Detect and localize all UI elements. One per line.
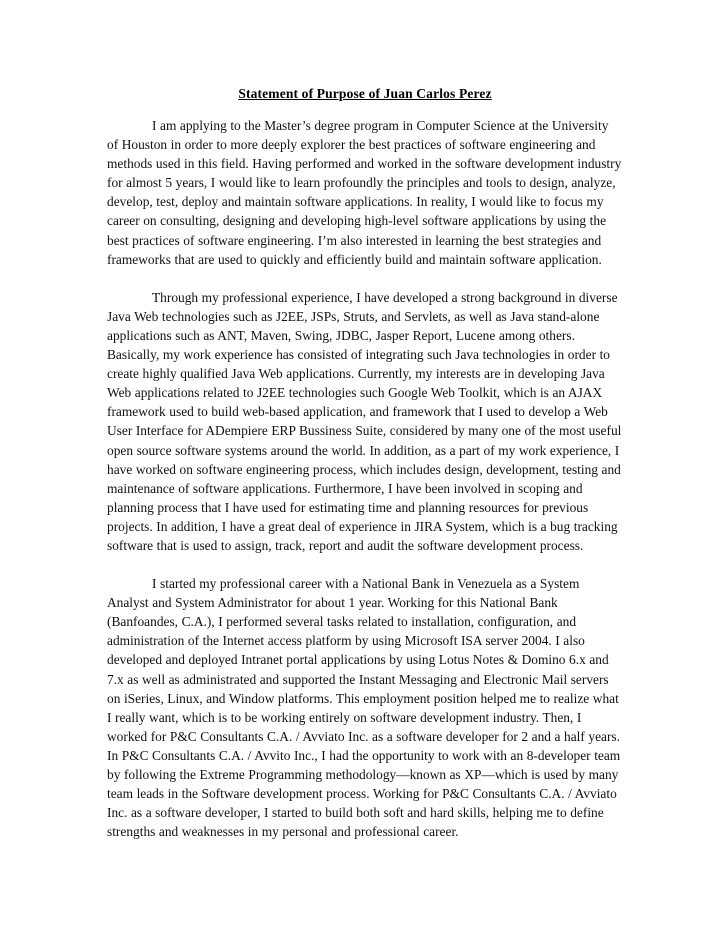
document-body (107, 84, 623, 841)
page-title: Statement of Purpose of Juan Carlos Perez (238, 86, 492, 101)
paragraph-professional-experience: Through my professional experience, I have developed a strong background in diverse Java Web technologies such as J2EE, JSPs, Struts, and Servlets, as well as Java stand-alone applications such as ANT, Maven, Swing, JDBC, Jasper Report, Lucene among others. Basically, my work experience has consisted of integrating such Java technologies in order to create highly qualified Java Web applications. Currently, my interests are in developing Java Web applications related to J2EE technologies such Google Web Toolkit, which is an AJAX framework used to build web-based application, and framework that I used to develop a Web User Interface for ADempiere ERP Bussiness Suite, considered by many one of the most useful open source software systems around the world. In addition, as a part of my work experience, I have worked on software engineering process, which includes design, development, testing and maintenance of software applications. Furthermore, I have been involved in scoping and planning process that I have used for estimating time and planning resources for previous projects. In addition, I have a great deal of experience in JIRA System, which is a bug tracking software that is used to assign, track, report and audit the software development process. (107, 289, 622, 553)
paragraph-intro: I am applying to the Master’s degree program in Computer Science at the University of Houston in order to more deeply explorer the best practices of software engineering and methods used in this field. Having performed and worked in the software development industry for almost 5 years, I would like to learn profoundly the principles and tools to design, analyze, develop, test, deploy and maintain software applications. In reality, I would like to focus my career on consulting, designing and developing high-level software applications by using the best practices of software engineering. I’m also interested in learning the best strategies and frameworks that are used to quickly and efficiently build and maintain software application. (107, 118, 622, 267)
paragraph-career-history: I started my professional career with a National Bank in Venezuela as a System Analyst and System Administrator for about 1 year. Working for this National Bank (Banfoandes, C.A.), I performed several tasks related to installation, configuration, and administration of the Internet access platform by using Microsoft ISA server 2004. I also developed and deployed Intranet portal applications by using Lotus Notes & Domino 6.x and 7.x as well as administrated and supported the Instant Messaging and Electronic Mail servers on iSeries, Linux, and Window platforms. This employment position helped me to realize what I really want, which is to be working entirely on software development industry. Then, I worked for P&C Consultants C.A. / Avviato Inc. as a software developer for 2 and a half years. In P&C Consultants C.A. / Avvito Inc., I had the opportunity to work with an 8-developer team by following the Extreme Programming methodology—known as XP—which is used by many team leads in the Software development process. Working for P&C Consultants C.A. / Avviato Inc. as a software developer, I started to build both soft and hard skills, helping me to define strengths and weaknesses in my personal and professional career. (107, 576, 621, 840)
